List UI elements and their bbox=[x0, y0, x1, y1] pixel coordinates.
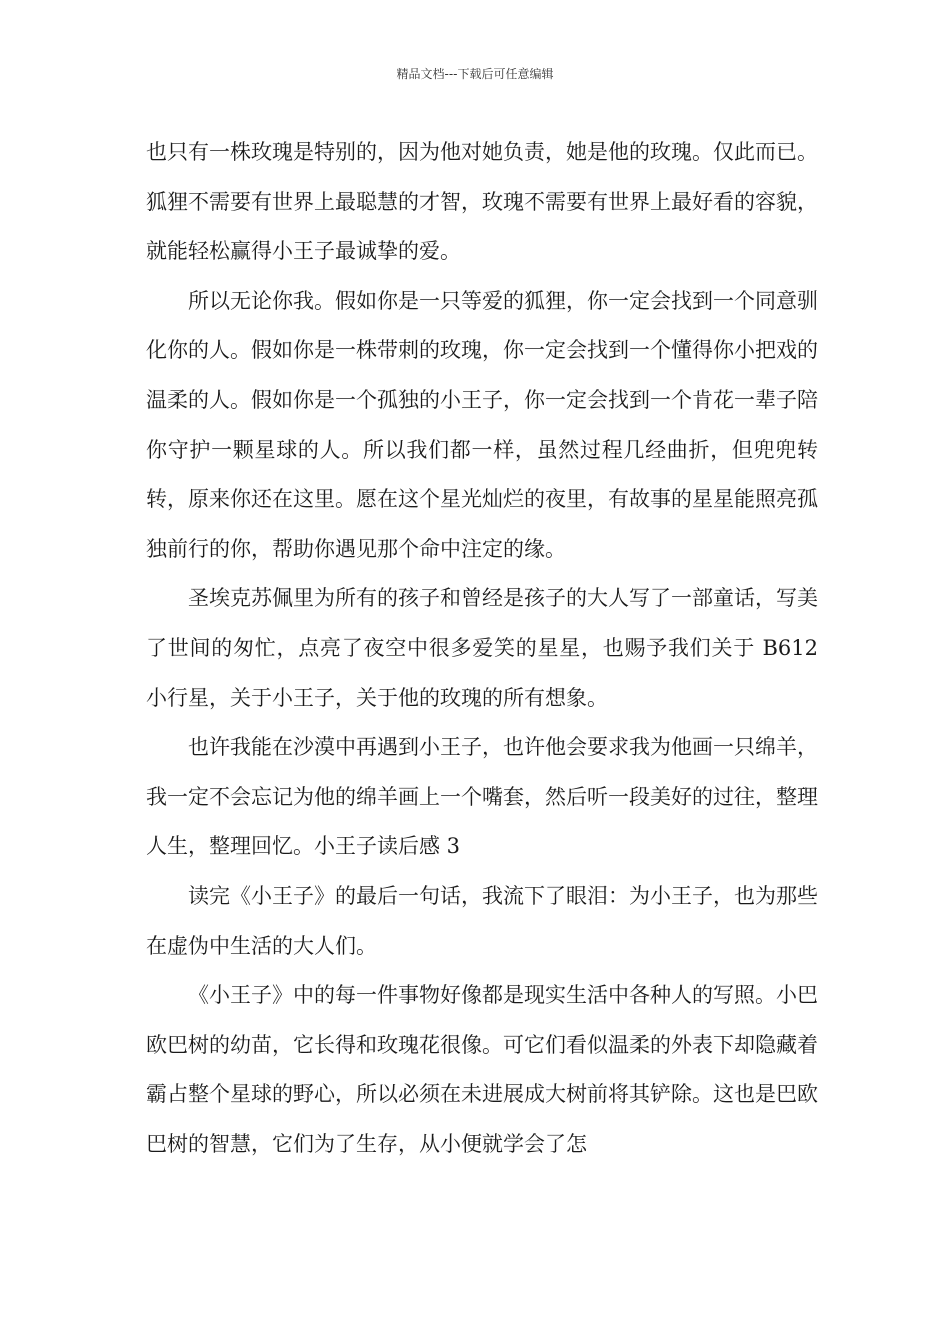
page-header: 精品文档---下载后可任意编辑 bbox=[396, 67, 554, 81]
paragraph: 所以无论你我。假如你是一只等爱的狐狸，你一定会找到一个同意驯化你的人。假如你是一株带刺的玫瑰，你一定会找到一个懂得你小把戏的温柔的人。假如你是一个孤独的小王子，你一定会找到一个肯花一辈子陪你守护一颗星球的人。所以我们都一样，虽然过程几经曲折，但兜兜转转，原来你还在这里。愿在这个星光灿烂的夜里，有故事的星星能照亮孤独前行的你，帮助你遇见那个命中注定的缘。 bbox=[146, 288, 818, 561]
paragraph: 也只有一株玫瑰是特别的，因为他对她负责，她是他的玫瑰。仅此而已。狐狸不需要有世界上最聪慧的才智，玫瑰不需要有世界上最好看的容貌，就能轻松赢得小王子最诚挚的爱。 bbox=[146, 140, 818, 264]
paragraph: 圣埃克苏佩里为所有的孩子和曾经是孩子的大人写了一部童话，写美了世间的匆忙，点亮了夜空中很多爱笑的星星，也赐予我们关于 B612 小行星，关于小王子，关于他的玫瑰的所有想象。 bbox=[146, 586, 818, 710]
document-body bbox=[146, 128, 818, 1169]
paragraph: 《小王子》中的每一件事物好像都是现实生活中各种人的写照。小巴欧巴树的幼苗，它长得和玫瑰花很像。可它们看似温柔的外表下却隐藏着霸占整个星球的野心，所以必须在未进展成大树前将其铲除。这也是巴欧巴树的智慧，它们为了生存，从小便就学会了怎 bbox=[146, 983, 818, 1156]
paragraph: 也许我能在沙漠中再遇到小王子，也许他会要求我为他画一只绵羊，我一定不会忘记为他的绵羊画上一个嘴套，然后听一段美好的过往，整理人生，整理回忆。小王子读后感 3 bbox=[146, 735, 818, 859]
paragraph: 读完《小王子》的最后一句话，我流下了眼泪：为小王子，也为那些在虚伪中生活的大人们。 bbox=[146, 883, 818, 958]
